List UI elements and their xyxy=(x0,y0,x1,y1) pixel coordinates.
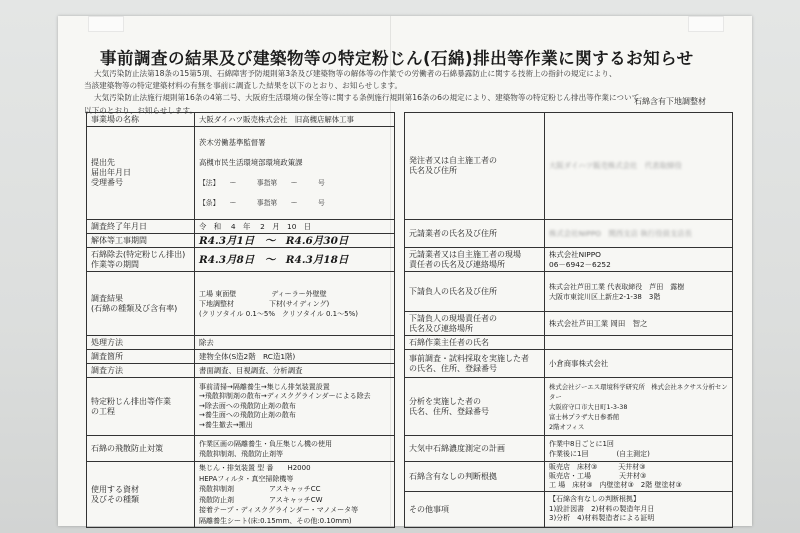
result-label: 調査結果 (石綿の種類及び含有率) xyxy=(87,272,195,336)
demolition-value: R4.3月1日 〜 R4.6月30日 xyxy=(195,234,395,248)
analysis-org-label: 事前調査・試料採取を実施した者 の氏名、住所、登録番号 xyxy=(405,350,545,378)
filing-label: 提出先 届出年月日 受理番号 xyxy=(87,127,195,220)
other-value: 【石綿含有なしの判断根拠】 1)設計図書 2)材料の製造年月日 3)分析 4)材料製造者による証明 xyxy=(545,492,733,528)
judge-value: 販売店 床材③ 天井材③ 販売店・工場 天井材③ 工 場 床材③ 内壁塗材③ 2階 壁塗材③ xyxy=(545,462,733,492)
process-label: 特定粉じん排出等作業 の工程 xyxy=(87,378,195,436)
contractor-value: 株式会社NIPPO 関西支店 執行役員支店長 xyxy=(545,220,733,248)
other-label: その他事項 xyxy=(405,492,545,528)
removal-label: 石綿除去(特定粉じん排出) 作業等の期間 xyxy=(87,248,195,272)
tape-strip xyxy=(688,16,724,32)
survey-method-value: 書面調査、目視調査、分析調査 xyxy=(195,364,395,378)
prevention-label: 石綿の飛散防止対策 xyxy=(87,436,195,462)
contractor-label: 元請業者の氏名及び住所 xyxy=(405,220,545,248)
filing-office-1: 茨木労働基準監督署 xyxy=(199,138,266,147)
owner-value: 大阪ダイハツ販売株式会社 代表取締役 xyxy=(545,113,733,220)
prevention-value: 作業区画の隔離養生・負圧集じん機の使用 飛散抑制剤、飛散防止剤等 xyxy=(195,436,395,462)
intro-text xyxy=(84,68,724,117)
analysis-org-value: 小倉商事株式会社 xyxy=(545,350,733,378)
tape-strip xyxy=(88,16,124,32)
result-value: 工場 東面壁 ディーラー外壁壁 下地調整材 下材(サイディング) (クリソタイル 0.1〜5% クリソタイル 0.1〜5%) xyxy=(195,272,395,336)
sub-contact-label: 下請負人の現場責任者の 氏名及び連絡場所 xyxy=(405,312,545,336)
sub-value: 株式会社芦田工業 代表取締役 芦田 露樹 大阪市東淀川区上新庄2-1-38 3階 xyxy=(545,272,733,312)
survey-method-label: 調査方法 xyxy=(87,364,195,378)
survey-end-value: 令 和 4 年 2 月 10 日 xyxy=(195,220,395,234)
demolition-label: 解体等工事期間 xyxy=(87,234,195,248)
filing-office-2: 高槻市民生活環境部環境政策課 xyxy=(199,158,303,167)
chief-value xyxy=(545,336,733,350)
method-value: 除去 xyxy=(195,336,395,350)
sub-contact-value: 株式会社芦田工業 岡田 智之 xyxy=(545,312,733,336)
column-gap xyxy=(395,113,405,528)
doc-code: 石綿含有下地調整材 xyxy=(634,97,706,106)
materials-label: 使用する資材 及びその種類 xyxy=(87,462,195,528)
intro-line: 以下のとおり、お知らせします。 xyxy=(84,105,198,115)
site-value: 大阪ダイハツ販売株式会社 旧高槻店解体工事 xyxy=(195,113,395,127)
removal-value: R4.3月8日 〜 R4.3月18日 xyxy=(195,248,395,272)
survey-end-label: 調査終了年月日 xyxy=(87,220,195,234)
location-value: 建物全体(S造2階 RC造1階) xyxy=(195,350,395,364)
notice-table xyxy=(86,112,733,528)
intro-line: 大気汚染防止法施行規則第16条の4第二号、大阪府生活環境の保全等に関する条例施行規則第16条の6の規定により、建築物等の特定粉じん排出等作業について xyxy=(94,93,640,103)
measure-label: 大気中石綿濃度測定の計画 xyxy=(405,436,545,462)
location-label: 調査箇所 xyxy=(87,350,195,364)
intro-line: 大気汚染防止法第18条の15第5項、石綿障害予防規則第3条及び建築物等の解体等の作業での労働者の石綿暴露防止に関する技術上の指針の規定により、 xyxy=(94,69,617,78)
chief-label: 石綿作業主任者の氏名 xyxy=(405,336,545,350)
filing-row-ordinance: 【条】 ー 事指第 ー 号 xyxy=(199,199,325,207)
measure-value: 作業中8日ごとに1回 作業後に1回 (自主測定) xyxy=(545,436,733,462)
contact-value: 株式会社NIPPO 06－6942－6252 xyxy=(545,248,733,272)
filing-row-law: 【法】 ー 事指第 ー 号 xyxy=(199,179,325,187)
intro-line: 当該建築物等の特定建築材料の有無を事前に調査した結果を以下のとおり、お知らせします。 xyxy=(84,81,403,91)
contact-label: 元請業者又は自主施工者の現場 責任者の氏名及び連絡場所 xyxy=(405,248,545,272)
analyzer-value: 株式会社ジーエス環境科学研究所 株式会社ネクサス分析センター 大阪府守口市大日町1-3-38 富士林プラザ大日参番館 2階オフィス xyxy=(545,378,733,436)
site-label: 事業場の名称 xyxy=(87,113,195,127)
filing-values xyxy=(195,127,395,220)
sub-label: 下請負人の氏名及び住所 xyxy=(405,272,545,312)
notice-title: 事前調査の結果及び建築物等の特定粉じん(石綿)排出等作業に関するお知らせ xyxy=(100,49,694,68)
process-value: 事前清掃→隔離養生→集じん排気装置設置 →飛散抑制剤の散布→ディスクグラインダーによる除去 →除去面への飛散防止剤の散布 →養生面への飛散防止剤の散布 →養生撤去→搬出 xyxy=(195,378,395,436)
analyzer-label: 分析を実施した者の 氏名、住所、登録番号 xyxy=(405,378,545,436)
judge-label: 石綿含有なしの判断根拠 xyxy=(405,462,545,492)
owner-label: 発注者又は自主施工者の 氏名及び住所 xyxy=(405,113,545,220)
materials-value: 集じん・排気装置 型 番 H2000 HEPAフィルタ・真空掃除機等 飛散抑制剤 アスキャッチCC 飛散防止剤 アスキャッチCW 接着テープ・ディスクグラインダー・マノメータ等 隔離養生シート(床:0.15mm、その他:0.10mm) xyxy=(195,462,395,528)
method-label: 処理方法 xyxy=(87,336,195,350)
